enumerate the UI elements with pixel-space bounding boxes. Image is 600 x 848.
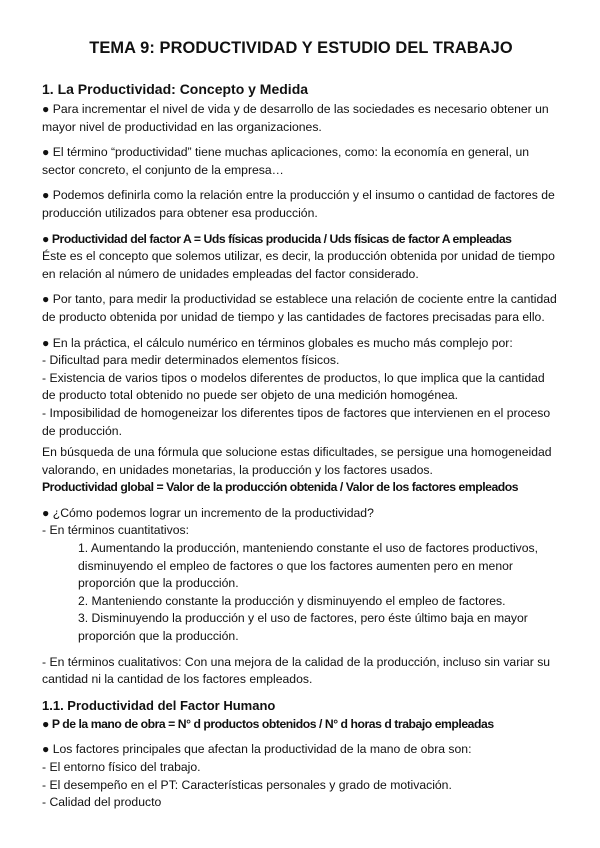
labor-factor-item: - El entorno físico del trabajo. <box>42 760 201 774</box>
section-1-1-heading: 1.1. Productividad del Factor Humano <box>42 697 276 713</box>
step-item: 2. Manteniendo constante la producción y disminuyendo el empleo de factores. <box>78 593 506 608</box>
step-item: 3. Disminuyendo la producción y el uso de factores, pero éste último baja en mayor proporción que la producción. <box>78 611 528 644</box>
question: ● ¿Cómo podemos lograr un incremento de la productividad? <box>42 505 374 520</box>
paragraph-3: ● Podemos definirla como la relación entre la producción y el insumo o cantidad de factores de producción utilizados para obtener esa producción. <box>42 188 555 220</box>
step-item: 1. Aumentando la producción, manteniendo constante el uso de factores productivos, disminuyendo el empleo de factores o que los factores aumenten pero en menor proporción que la producción. <box>78 541 539 591</box>
paragraph-4: Éste es el concepto que solemos utilizar, es decir, la producción obtenida por unidad de tiempo en relación al número de unidades empleadas del factor considerado. <box>42 249 555 281</box>
formula-factor-a: ● Productividad del factor A = Uds físicas producida / Uds físicas de factor A empleadas <box>42 231 512 246</box>
paragraph-1: ● Para incrementar el nivel de vida y de desarrollo de las sociedades es necesario obtener un mayor nivel de productividad en las organizaciones. <box>42 102 549 134</box>
paragraph-2: ● El término “productividad” tiene muchas aplicaciones, como: la economía en general, un sector concreto, el conjunto de la empresa… <box>42 145 529 177</box>
steps-list <box>42 540 560 646</box>
difficulty-1: - Dificultad para medir determinados elementos físicos. <box>42 353 340 368</box>
document-title: TEMA 9: PRODUCTIVIDAD Y ESTUDIO DEL TRABAJO <box>89 39 513 57</box>
paragraph-7: En búsqueda de una fórmula que solucione estas dificultades, se persigue una homogeneidad valorando, en unidades monetarias, la producción y los factores usados. <box>42 445 552 477</box>
paragraph-5: ● Por tanto, para medir la productividad se establece una relación de cociente entre la cantidad de producto obtenida por unidad de tiempo y las cantidades de factores precisadas para ello. <box>42 292 557 324</box>
formula-labor: ● P de la mano de obra = N° d productos obtenidos / N° d horas d trabajo empleadas <box>42 716 494 731</box>
paragraph-6: ● En la práctica, el cálculo numérico en términos globales es mucho más complejo por: <box>42 335 513 350</box>
labor-factors-intro: ● Los factores principales que afectan la productividad de la mano de obra son: <box>42 742 472 757</box>
quantitative-label: - En términos cuantitativos: <box>42 523 189 538</box>
qualitative-paragraph: - En términos cualitativos: Con una mejora de la calidad de la producción, incluso sin variar su cantidad ni la cantidad de los factores empleados. <box>42 654 551 687</box>
difficulty-2: - Existencia de varios tipos o modelos diferentes de productos, lo que implica que la cantidad de producto total obtenido no puede ser objeto de una medición homogénea. <box>42 370 545 403</box>
section-1-heading: 1. La Productividad: Concepto y Medida <box>42 81 309 97</box>
labor-factor-item: - El desempeño en el PT: Características personales y grado de motivación. <box>42 777 452 792</box>
difficulty-3: - Imposibilidad de homogeneizar los diferentes tipos de factores que intervienen en el proceso de producción. <box>42 405 551 438</box>
formula-global: Productividad global = Valor de la producción obtenida / Valor de los factores empleados <box>42 480 519 495</box>
labor-factor-item: - Calidad del producto <box>42 795 162 810</box>
